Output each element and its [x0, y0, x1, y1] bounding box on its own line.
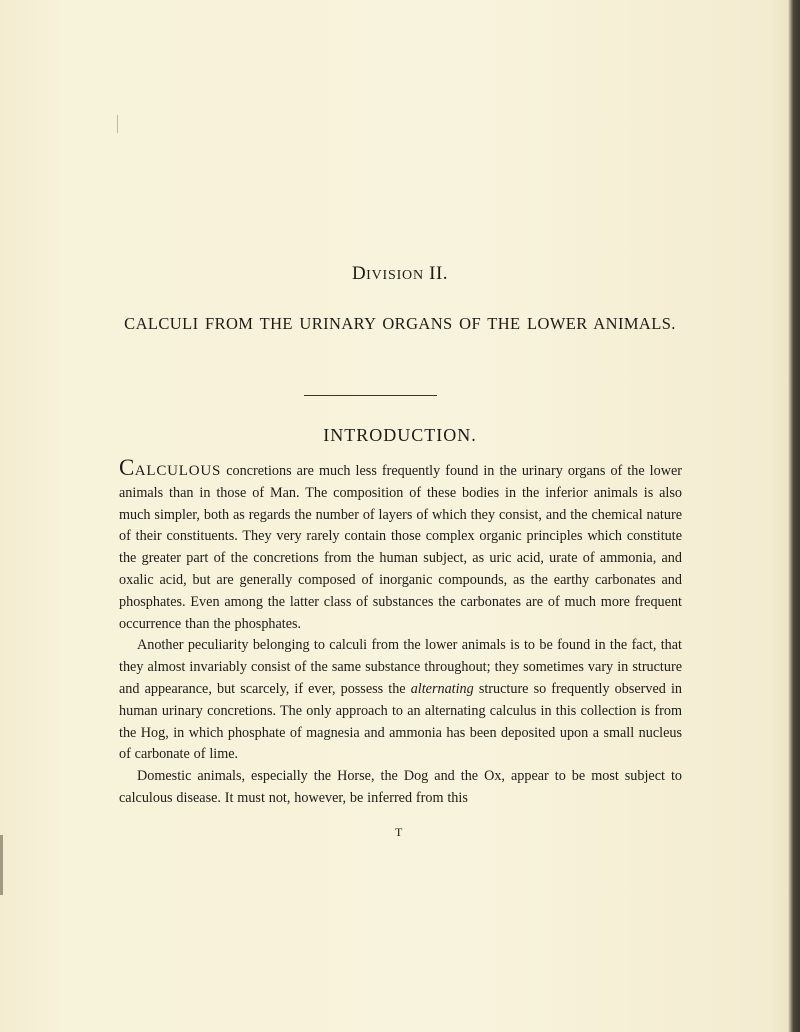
divider-rule: [304, 395, 437, 396]
division-initial: D: [351, 263, 367, 284]
opening-word-rest: ALCULOUS: [134, 463, 222, 479]
paragraph-2: [119, 635, 682, 766]
paragraph-1-text: concretions are much less frequently found in the urinary organs of the lower animals than in those of Man. The composition of these bodies in the inferior animals is also much simpler, both as regards the number of layers of which they consist, and the chemical nature of their constituents. They very rarely contain those complex organic principles which constitute the greater part of the concretions from the human subject, as uric acid, urate of ammonia, and oxalic acid, but are generally composed of inorganic compounds, as the earthy carbonates and phosphates. Even among the latter class of substances the carbonates are of much more frequent occurrence than the phosphates.: [119, 463, 682, 632]
margin-mark: [117, 115, 118, 133]
paragraph-2-text-b: structure so frequently observed in human urinary concretions. The only approach to an alternating calculus in this collection is from the Hog, in which phosphate of magnesia and ammonia has been deposited upon a small nucleus of carbonate of lime.: [119, 680, 682, 763]
emphasis-word: alternating: [410, 680, 474, 697]
signature-mark: T: [395, 825, 403, 839]
division-numeral: II.: [429, 263, 449, 284]
paragraph-3: [119, 766, 682, 810]
page-title: CALCULI FROM THE URINARY ORGANS OF THE LOWER ANIMALS.: [124, 314, 676, 333]
initial-capital: C: [119, 455, 135, 480]
section-heading: INTRODUCTION.: [323, 425, 477, 445]
paragraph-1: [119, 457, 682, 635]
body-text: [119, 457, 682, 810]
paragraph-2-text-a: Another peculiarity belonging to calculi from the lower animals is to be found in the fact, that they almost invariably consist of the same substance throughout; they sometimes vary in structure and appearance, but scarcely, if ever, possess the: [119, 637, 682, 697]
page-edge-shadow: [788, 0, 800, 1032]
division-word: IVISION: [366, 268, 424, 283]
paragraph-3-text: Domestic animals, especially the Horse, the Dog and the Ox, appear to be most subject to calculous disease. It must not, however, be inferred from this: [119, 768, 682, 806]
division-heading: [0, 263, 800, 285]
margin-mark: [0, 835, 3, 895]
